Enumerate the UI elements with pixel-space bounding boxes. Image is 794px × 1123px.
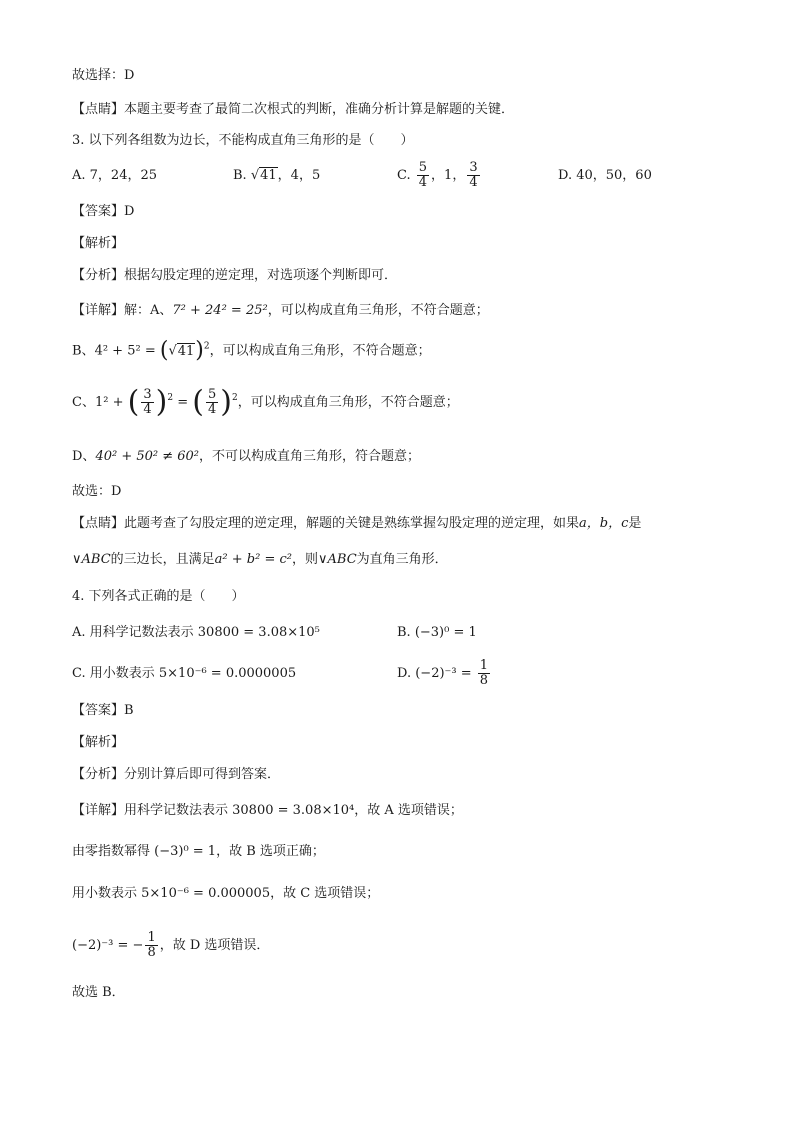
text-span: 是: [628, 516, 642, 531]
text-line: 【详解】用科学记数法表示 30800 = 3.08×10⁴，故 A 选项错误；: [72, 803, 463, 818]
fraction: [417, 161, 429, 190]
numerator: 1: [147, 930, 156, 945]
answer-label: 【答案】B: [72, 703, 134, 718]
math-expr: 4² + 5² =: [94, 343, 156, 359]
numerator: 1: [479, 658, 489, 673]
option-text: ，1，: [431, 168, 466, 183]
sqrt-sign: √: [250, 168, 260, 183]
text-line: 故选择：D: [72, 68, 135, 83]
text-span: ，可以构成直角三角形，不符合题意；: [209, 343, 431, 359]
paren: ): [220, 384, 232, 420]
numerator: 3: [469, 160, 478, 175]
denominator: 4: [418, 175, 428, 190]
analysis-label: 【解析】: [72, 236, 125, 251]
text-line: 【分析】分别计算后即可得到答案．: [72, 767, 281, 782]
option-a: A. 7，24，25: [72, 168, 158, 183]
math-expr: 1² +: [94, 395, 124, 410]
text-span: 的三边长，且满足: [110, 552, 215, 567]
exponent: 2: [203, 341, 210, 352]
text-span: B、: [72, 343, 95, 359]
option-b: B. (−3)⁰ = 1: [397, 625, 477, 640]
text-span: ，可以构成直角三角形，不符合题意；: [267, 303, 489, 318]
question-stem: 3. 以下列各组数为边长，不能构成直角三角形的是（ ）: [72, 133, 414, 148]
fraction: [206, 388, 218, 417]
text-span: 【详解】解：A、: [72, 303, 173, 318]
text-span: ，不可以构成直角三角形，符合题意；: [199, 449, 421, 464]
text-span: ，则: [291, 552, 318, 567]
denominator: 4: [469, 175, 478, 190]
math-expr: 7² + 24² = 25²: [172, 303, 268, 318]
paren: ): [155, 384, 168, 420]
denominator: 8: [147, 945, 156, 960]
math-expr: 40² + 50² ≠ 60²: [95, 449, 200, 464]
text-line: [72, 926, 269, 966]
question-stem: 4. 下列各式正确的是（ ）: [72, 589, 245, 604]
text-line: [72, 340, 431, 362]
text-span: ，可以构成直角三角形，不符合题意；: [237, 395, 459, 410]
text-span: C、: [72, 395, 95, 410]
text-line: [72, 301, 489, 321]
text-line: [72, 514, 641, 534]
text-span: 【点睛】此题考查了勾股定理的逆定理，解题的关键是熟练掌握勾股定理的逆定理，如果: [72, 516, 580, 531]
math-expr: (−2)⁻³ = −: [72, 938, 144, 953]
numerator: 5: [418, 160, 428, 175]
math-expr: =: [177, 395, 189, 410]
text-line: [72, 550, 448, 570]
math-expr: ∨ABC: [72, 552, 111, 567]
exponent: 2: [167, 393, 174, 403]
text-line: [72, 447, 420, 467]
radicand: 41: [177, 343, 195, 359]
paren: (: [127, 384, 140, 420]
fraction: [145, 931, 157, 960]
option-text: ，4，5: [277, 168, 321, 183]
text-span: D、: [72, 449, 96, 464]
denominator: 8: [479, 673, 489, 688]
text-line: [72, 383, 459, 423]
fraction: [141, 388, 153, 417]
paren: (: [192, 384, 204, 420]
exponent: 2: [231, 393, 238, 403]
math-expr: ∨ABC: [318, 552, 357, 567]
numerator: 3: [143, 387, 152, 402]
fraction: [467, 161, 479, 190]
text-line: 故选 B．: [72, 985, 125, 1000]
option-d: D. 40，50，60: [558, 168, 652, 183]
paren: ): [195, 338, 204, 363]
fraction: [478, 659, 490, 688]
text-line: 【点睛】本题主要考查了最简二次根式的判断，准确分析计算是解题的关键．: [72, 102, 515, 117]
option-b: [233, 166, 320, 186]
text-span: 为直角三角形．: [356, 552, 448, 567]
text-line: 由零指数幂得 (−3)⁰ = 1，故 B 选项正确；: [72, 844, 325, 859]
math-expr: a² + b² = c²: [214, 552, 292, 567]
sqrt-sign: √: [168, 343, 177, 359]
option-d: [397, 654, 492, 694]
denominator: 4: [143, 402, 152, 417]
answer-label: 【答案】D: [72, 204, 135, 219]
text-line: 故选：D: [72, 484, 122, 499]
paren: (: [159, 338, 169, 363]
option-c: [397, 156, 482, 196]
option-a: A. 用科学记数法表示 30800 = 3.08×10⁵: [72, 625, 320, 640]
option-c: C. 用小数表示 5×10⁻⁶ = 0.0000005: [72, 666, 297, 681]
option-label: B.: [233, 168, 247, 183]
text-line: 用小数表示 5×10⁻⁶ = 0.000005，故 C 选项错误；: [72, 886, 380, 901]
text-line: 【分析】根据勾股定理的逆定理，对选项逐个判断即可．: [72, 268, 398, 283]
denominator: 4: [207, 402, 217, 417]
math-expr: D. (−2)⁻³ =: [397, 666, 472, 681]
analysis-label: 【解析】: [72, 735, 125, 750]
option-label: C.: [397, 168, 411, 183]
numerator: 5: [207, 387, 217, 402]
text-span: ，故 D 选项错误．: [159, 938, 270, 953]
radicand: 41: [260, 168, 277, 183]
math-expr: a，b，c: [579, 516, 629, 531]
